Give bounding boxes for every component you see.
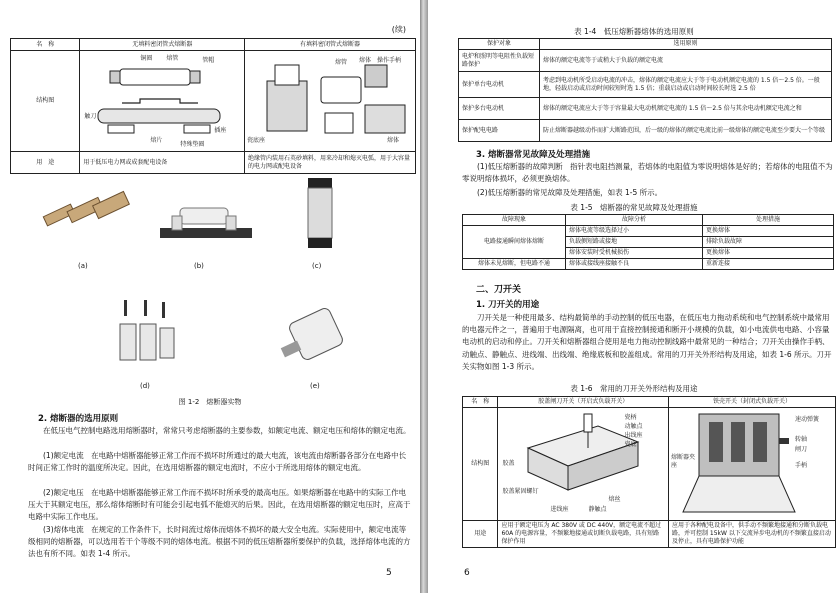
t15-header-action: 处理措施: [703, 215, 834, 226]
t15-group1-symptom: 电路接通瞬间熔体熔断: [463, 226, 566, 259]
label-copper-ring: 铜圈: [140, 55, 153, 62]
para-4: (3)熔体电流 在规定的工作条件下，长时间流过熔体而熔体不损坏的最大安全电流。实际使用中，额定电流等级相同的熔断器，可以选用若干个等级不同的熔体电流。根据不同的低压熔断器所要保护的负载，选择熔体电流的方法也有所不同。如表 1-4 所示。: [28, 525, 411, 559]
t16-usage-col1: 应用于额定电压为 AC 380V 或 DC 440V，额定电流不超过 60A 的电源容量，不频繁地接通或切断负载电路，具有短路保护作用: [498, 521, 669, 548]
figure-caption: 图 1-2 熔断器实物: [178, 398, 242, 406]
para-3: (2)额定电压 在电路中熔断器能够正常工作而不损坏时所承受的最高电压。如果熔断器在电路中的实际工作电压大于其额定电压，那么熔体熔断时有可能会引起电弧不能熄灭的后果。因此，在选用熔断器的额定电压时，应高于电路中实际工作电压。: [28, 488, 411, 522]
para-2: (1)额定电流 在电路中熔断器能够正常工作而不损坏时所通过的最大电流，该电流由熔断器各部分在电路中长时间正常工作时的温度所决定。因此，在选用熔断器的额定电流时，不应小于所选用熔体的额定电流。: [28, 451, 407, 473]
label-tube-cap: 管帽: [202, 57, 215, 64]
t16-header-name: 名 称: [463, 397, 498, 408]
t16-header-col1: 胶盖闸刀开关（开启式负载开关）: [498, 397, 669, 408]
usage-col2: 绝缘管内装用石英砂填料，用来冷却和熄灭电弧，用于大容量的电力网或配电设备: [245, 152, 416, 174]
t16-diagram-cell-2: [669, 408, 836, 521]
row-label-usage: 用 途: [11, 152, 80, 174]
label-outlet-seat: 出线座: [624, 432, 643, 439]
table16-caption: 表 1-6 常用的刀开关外形结构及用途: [570, 384, 698, 393]
section3-title: 3. 熔断器常见故障及处理措施: [476, 150, 591, 160]
t15-g2-analysis: 熔体或接线座接触不良: [566, 259, 703, 270]
label-fuse-strip: 熔片: [150, 137, 163, 144]
t14-row4-principle: 防止熔断器越级动作而扩大断路范围，后一级的熔体的额定电流比前一级熔体的额定电流至少要大一个等级: [540, 120, 832, 142]
t15-header-analysis: 故障分析: [566, 215, 703, 226]
label-fuse-body-1: 熔体: [359, 57, 372, 64]
table-header-name: 名 称: [11, 39, 80, 51]
page-number-left: 5: [386, 568, 392, 578]
label-contact-blade: 触刀: [84, 113, 97, 120]
photo-label-d: (d): [140, 382, 150, 390]
t15-group2-symptom: 熔体未见熔断，但电路不通: [463, 259, 566, 270]
label-fuse-body-2: 熔体: [387, 137, 400, 144]
t16-row-label-structure: 结构图: [463, 408, 498, 521]
photo-label-c: (c): [312, 262, 322, 270]
sub1-title: 1. 刀开关的用途: [476, 300, 540, 310]
table-header-col1: 无填料密闭管式熔断器: [80, 39, 245, 51]
t15-g1-action-1: 更换熔体: [703, 226, 834, 237]
t14-row4-object: 保护配电电路: [459, 120, 540, 142]
label-porcelain-base: 瓷底座: [247, 137, 266, 144]
t14-header-principle: 选用原则: [540, 39, 832, 50]
t14-header-object: 保护对象: [459, 39, 540, 50]
photo-label-b: (b): [194, 262, 204, 270]
label-fuse-tube: 熔管: [166, 55, 179, 62]
label-handle: 操作手柄: [377, 57, 402, 64]
t16-diagram-cell-1: [498, 408, 669, 521]
section-title: 2. 熔断器的选用原则: [38, 414, 119, 424]
label-switch-handle: 手柄: [795, 462, 808, 469]
t16-header-col2: 铁壳开关（封闭式负载开关）: [669, 397, 836, 408]
t15-header-symptom: 故障现象: [463, 215, 566, 226]
chapter-title: 二、刀开关: [476, 285, 522, 295]
label-tube-2: 熔管: [335, 59, 348, 66]
label-knife: 闸刀: [795, 446, 808, 453]
row-label-structure: 结构图: [11, 51, 80, 152]
diagram-cell-1: [80, 51, 245, 152]
table14-caption: 表 1-4 低压熔断器熔体的选用原则: [574, 27, 694, 36]
t15-g1-action-2: 排除负载故障: [703, 237, 834, 248]
book-gutter: [420, 0, 428, 593]
para-1: 在低压电气控制电路选用熔断器时，常常只考虑熔断器的主要参数，如额定电流、额定电压和熔体的额定电流。: [43, 426, 411, 435]
photo-e: [280, 294, 350, 374]
table-1-6: [462, 396, 836, 548]
t14-row2-object: 保护单台电动机: [459, 72, 540, 98]
label-porcelain-handle: 瓷柄: [624, 414, 637, 421]
t15-g1-analysis-3: 熔体安装时受机械损伤: [566, 248, 703, 259]
filled-fuse-diagram: [245, 51, 415, 151]
continued-label: (续): [391, 25, 406, 34]
sub1-para: 刀开关是一种使用最多、结构最简单的手动控制的低压电器，在低压电力拖动系统和电气控制系统中最常用的电器元件之一，普遍用于电源隔离，也可用于直接控制接通和断开小规模的负载，如小电流供电电路、小容量电动机的启动和停止。刀开关和熔断器组合使用是电力拖动控制线路中最常见的一种结合；刀开关由操作手柄、动触点、静触点、进线端、出线端、绝缘底板和胶盖组成。常用的刀开关外形结构及用途，如表 1-6 所示。刀开关实物如图 1-3 所示。: [462, 313, 832, 371]
photo-c: [300, 174, 340, 256]
table-1-4: [458, 38, 832, 142]
label-cover-screw: 胶盖紧固螺钉: [502, 488, 539, 495]
t15-g1-analysis-1: 熔体电流等级选择过小: [566, 226, 703, 237]
label-fuse-holder: 熔断器夹座: [671, 454, 696, 469]
label-shaft: 转轴: [795, 436, 808, 443]
photo-a: [40, 180, 130, 250]
label-rubber-cover: 胶盖: [502, 460, 515, 467]
t16-usage-col2: 应用于各种配电设备中，供手动不频繁地接通和分断负载电路，并可控制 15kW 以下交流异步电动机的不频繁直接启动及停止，具有电路保护功能: [669, 521, 836, 548]
t14-row1-principle: 熔体的额定电流等于或稍大于负载的额定电流: [540, 50, 832, 72]
label-quick-spring: 速动弹簧: [795, 416, 820, 423]
t16-row-label-usage: 用途: [463, 521, 498, 548]
t14-row3-principle: 熔体的额定电流应大于等于容量最大电动机额定电流的 1.5 倍～2.5 倍与其余电动机额定电流之和: [540, 98, 832, 120]
label-fuse-wire: 熔丝: [608, 496, 621, 503]
label-special-washer: 特殊垫圈: [180, 141, 205, 148]
t14-row1-object: 电炉和照明等电阻性负载短路保护: [459, 50, 540, 72]
photo-label-e: (e): [310, 382, 320, 390]
nonfilled-fuse-diagram: [80, 51, 238, 151]
t14-row2-principle: 考虑到电动机所受启动电流的冲击，熔体的额定电流应大于等于电动机额定电流的 1.5 倍～2.5 倍。一般地，轻载启动或启动时间较短时选 1.5 倍；重载启动或启动时间较长时选 2.5 倍: [540, 72, 832, 98]
right-page: [428, 0, 840, 593]
t15-g2-action: 重新连接: [703, 259, 834, 270]
t15-g1-action-3: 更换熔体: [703, 248, 834, 259]
usage-col1: 用于低压电力网或成套配电设备: [80, 152, 245, 174]
label-socket: 插座: [214, 127, 227, 134]
photo-label-a: (a): [78, 262, 88, 270]
t15-g1-analysis-2: 负载侧短路或接地: [566, 237, 703, 248]
label-inlet-seat: 进线座: [550, 506, 569, 513]
table-1-5: [462, 214, 834, 270]
label-moving-contact: 动触点: [624, 423, 643, 430]
table-header-col2: 有填料密闭管式熔断器: [245, 39, 416, 51]
photo-d: [110, 294, 180, 372]
table15-caption: 表 1-5 熔断器的常见故障及处理措施: [570, 203, 698, 212]
fuse-type-table: [10, 38, 416, 174]
label-static-contact: 静触点: [588, 506, 607, 513]
page-number-right: 6: [464, 568, 470, 578]
t14-row3-object: 保护多台电动机: [459, 98, 540, 120]
section3-para-1: (1)低压熔断器的故障判断 指针表电阻挡测量，若熔体的电阻值为零说明熔体是好的；若熔体的电阻值不为零说明熔体损坏，必须更换熔体。: [462, 162, 833, 184]
diagram-cell-2: [245, 51, 416, 152]
photo-b: [150, 190, 260, 250]
section3-para-2: (2)低压熔断器的常见故障及处理措施，如表 1-5 所示。: [477, 188, 663, 197]
label-porcelain-base-2: 瓷底: [624, 441, 637, 448]
